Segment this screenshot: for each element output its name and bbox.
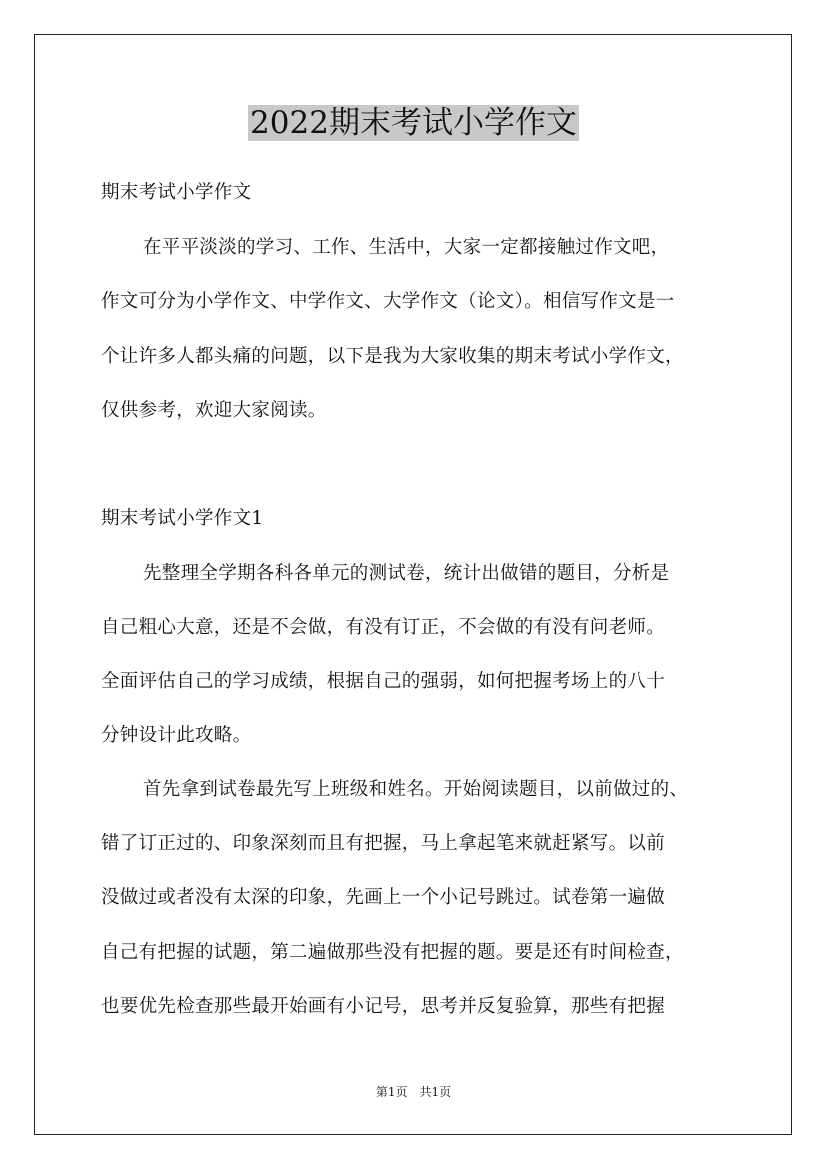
intro-line-4: 仅供参考，欢迎大家阅读。 bbox=[101, 400, 327, 421]
para1-line-4: 分钟设计此攻略。 bbox=[101, 725, 252, 746]
document-title bbox=[0, 103, 827, 143]
para2-line-4: 自己有把握的试题，第二遍做那些没有把握的题。要是还有时间检查， bbox=[101, 942, 684, 963]
document-title-text: 2022期末考试小学作文 bbox=[250, 105, 577, 141]
section-heading: 期末考试小学作文1 bbox=[101, 508, 264, 529]
intro-line-2: 作文可分为小学作文、中学作文、大学作文（论文）。相信写作文是一 bbox=[101, 291, 675, 312]
para2-line-3: 没做过或者没有太深的印象，先画上一个小记号跳过。试卷第一遍做 bbox=[101, 887, 666, 908]
page-footer: 第1页 共1页 bbox=[375, 1085, 452, 1099]
para1-line-1: 先整理全学期各科各单元的测试卷，统计出做错的题目，分析是 bbox=[143, 563, 670, 584]
intro-line-1: 在平平淡淡的学习、工作、生活中，大家一定都接触过作文吧， bbox=[143, 237, 670, 258]
para2-line-2: 错了订正过的、印象深刻而且有把握，马上拿起笔来就赶紧写。以前 bbox=[101, 833, 666, 854]
para2-line-1: 首先拿到试卷最先写上班级和姓名。开始阅读题目，以前做过的、 bbox=[143, 779, 689, 800]
para2-line-5: 也要优先检查那些最开始画有小记号，思考并反复验算，那些有把握 bbox=[101, 996, 666, 1017]
para1-line-2: 自己粗心大意，还是不会做，有没有订正，不会做的有没有问老师。 bbox=[101, 617, 666, 638]
document-subtitle: 期末考试小学作文 bbox=[101, 182, 252, 203]
intro-line-3: 个让许多人都头痛的问题，以下是我为大家收集的期末考试小学作文， bbox=[101, 346, 684, 367]
para1-line-3: 全面评估自己的学习成绩，根据自己的强弱，如何把握考场上的八十 bbox=[101, 671, 666, 692]
